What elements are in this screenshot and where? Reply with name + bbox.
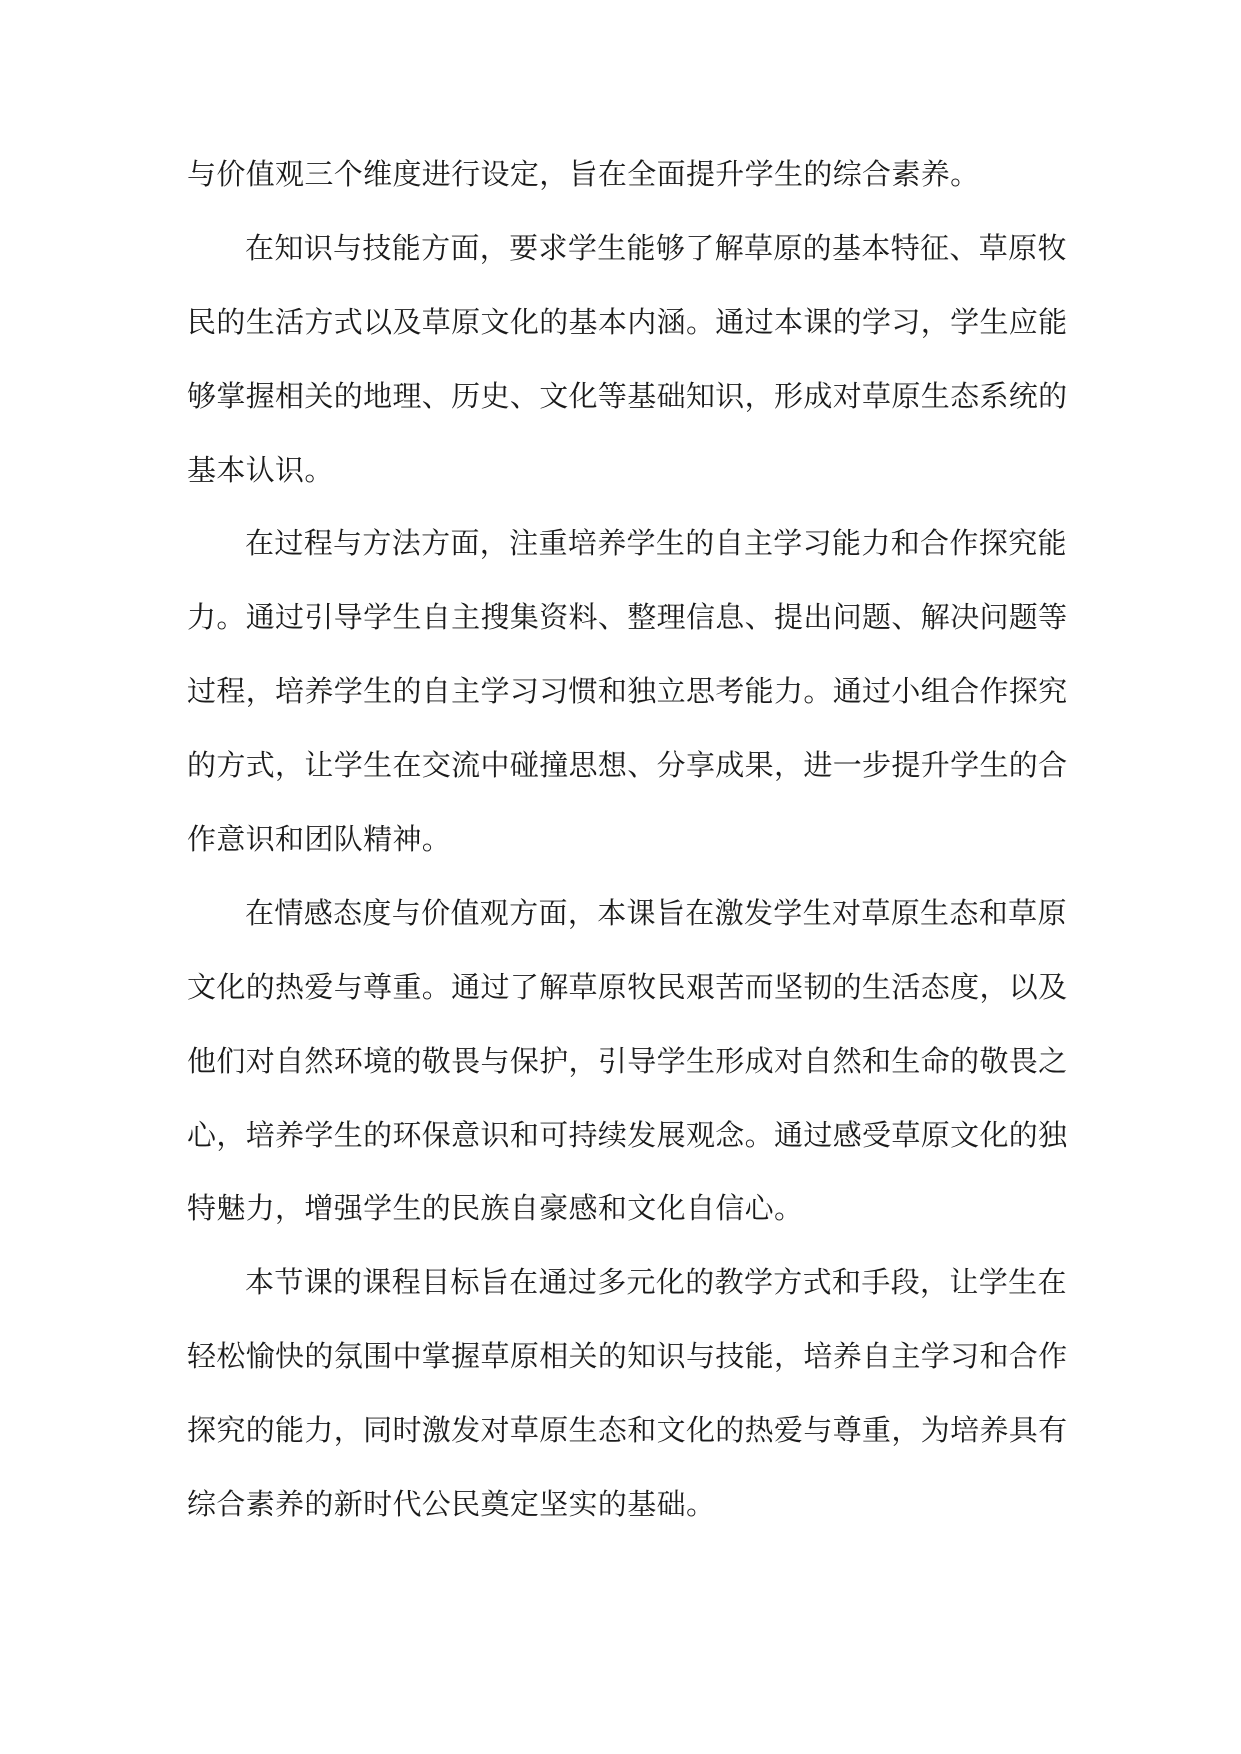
text-line: 轻松愉快的氛围中掌握草原相关的知识与技能，培养自主学习和合作 bbox=[187, 1339, 1068, 1374]
paragraph-first-line: 本节课的课程目标旨在通过多元化的教学方式和手段，让学生在 bbox=[245, 1265, 1067, 1300]
text-line: 过程，培养学生的自主学习习惯和独立思考能力。通过小组合作探究 bbox=[187, 674, 1068, 709]
text-line: 的方式，让学生在交流中碰撞思想、分享成果，进一步提升学生的合 bbox=[187, 748, 1068, 783]
text-line: 文化的热爱与尊重。通过了解草原牧民艰苦而坚韧的生活态度，以及 bbox=[187, 969, 1068, 1004]
text-line: 力。通过引导学生自主搜集资料、整理信息、提出问题、解决问题等 bbox=[187, 600, 1068, 635]
text-line: 探究的能力，同时激发对草原生态和文化的热爱与尊重，为培养具有 bbox=[187, 1413, 1068, 1448]
text-line: 与价值观三个维度进行设定，旨在全面提升学生的综合素养。 bbox=[187, 157, 980, 191]
paragraph-first-line: 在知识与技能方面，要求学生能够了解草原的基本特征、草原牧 bbox=[245, 230, 1067, 265]
text-line: 他们对自然环境的敬畏与保护，引导学生形成对自然和生命的敬畏之 bbox=[187, 1043, 1068, 1078]
text-line: 民的生活方式以及草原文化的基本内涵。通过本课的学习，学生应能 bbox=[187, 304, 1068, 339]
text-line: 够掌握相关的地理、历史、文化等基础知识，形成对草原生态系统的 bbox=[187, 378, 1068, 413]
text-line: 综合素养的新时代公民奠定坚实的基础。 bbox=[187, 1487, 716, 1522]
paragraph-first-line: 在情感态度与价值观方面，本课旨在激发学生对草原生态和草原 bbox=[245, 895, 1067, 930]
paragraph-first-line: 在过程与方法方面，注重培养学生的自主学习能力和合作探究能 bbox=[245, 526, 1067, 561]
text-line: 心，培养学生的环保意识和可持续发展观念。通过感受草原文化的独 bbox=[187, 1117, 1068, 1152]
text-line: 特魅力，增强学生的民族自豪感和文化自信心。 bbox=[187, 1191, 804, 1226]
text-line: 作意识和团队精神。 bbox=[187, 822, 452, 857]
text-line: 基本认识。 bbox=[187, 452, 334, 487]
document-body bbox=[187, 144, 1068, 1548]
